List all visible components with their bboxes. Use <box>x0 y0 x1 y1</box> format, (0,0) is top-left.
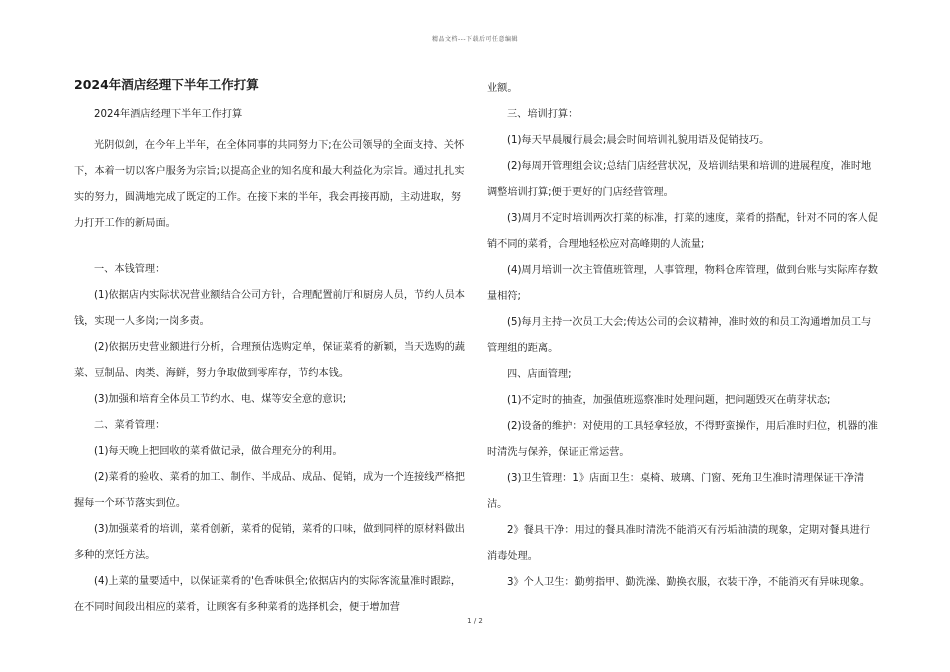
paragraph-cost-1: (1)依据店内实际状况营业额结合公司方针，合理配置前厅和厨房人员，节约人员本钱，实现一人多岗;一岗多责。 <box>74 290 465 327</box>
paragraph-training-3: (3)周月不定时培训两次打菜的标准，打菜的速度，菜肴的搭配，针对不同的客人促销不同的菜肴，合理地轻松应对高峰期的人流量; <box>487 213 878 250</box>
document-title: 2024年酒店经理下半年工作打算 <box>74 77 259 92</box>
intro-paragraph: 光阴似剑，在今年上半年，在全体同事的共同努力下;在公司领导的全面支持、关怀下，本着一切以客户服务为宗旨;以提高企业的知名度和最大利益化为宗旨。通过扎扎实实的努力，圆满地完成了既定的工作。在接下来的半年，我会再接再励，主动进取，努力打开工作的新局面。 <box>74 140 465 229</box>
section-heading-training: 三、培训打算： <box>507 109 579 120</box>
left-column <box>74 76 466 621</box>
paragraph-store-2: (2)设备的维护：对使用的工具轻拿轻放，不得野蛮操作，用后准时归位，机器的准时清洗与保养，保证正常运营。 <box>487 421 878 458</box>
paragraph-store-5: 3》个人卫生：勤剪指甲、勤洗澡、勤换衣服，衣装干净，不能消灭有异味现象。 <box>507 577 871 588</box>
paragraph-training-5: (5)每月主持一次员工大会;传达公司的会议精神，准时效的和员工沟通增加员工与管理组的距离。 <box>487 317 872 354</box>
right-column <box>487 76 879 596</box>
section-heading-dishes: 二、菜肴管理： <box>94 420 166 431</box>
paragraph-store-4: 2》餐具干净：用过的餐具准时清洗不能消灭有污垢油渍的现象，定期对餐具进行消毒处理。 <box>487 525 871 562</box>
paragraph-training-1: (1)每天早晨履行晨会;晨会时间培训礼貌用语及促销技巧。 <box>507 135 770 146</box>
paragraph-training-4: (4)周月培训一次主管值班管理，人事管理，物料仓库管理，做到台账与实际库存数量相符; <box>487 265 878 302</box>
paragraph-dishes-1: (1)每天晚上把回收的菜肴做记录，做合理充分的利用。 <box>94 446 343 457</box>
paragraph-cost-2: (2)依据历史营业额进行分析，合理预估选购定单，保证菜肴的新颖，当天选购的蔬菜、豆制品、肉类、海鲜，努力争取做到零库存，节约本钱。 <box>74 342 465 379</box>
section-heading-store: 四、店面管理; <box>507 369 572 380</box>
paragraph-dishes-2: (2)菜肴的验收、菜肴的加工、制作、半成品、成品、促销，成为一个连接线严格把握每一个环节落实到位。 <box>74 472 465 509</box>
paragraph-dishes-4: (4)上菜的量要适中，以保证菜肴的'色香味俱全;依据店内的实际客流量准时跟踪，在不同时间段出相应的菜肴，让顾客有多种菜肴的选择机会，便于增加营 <box>74 576 462 613</box>
document-subtitle: 2024年酒店经理下半年工作打算 <box>94 109 243 120</box>
paragraph-continuation: 业额。 <box>487 83 518 94</box>
header-note: 精品文档---下载后可任意编辑 <box>432 36 518 43</box>
paragraph-cost-3: (3)加强和培育全体员工节约水、电、煤等安全意的意识; <box>94 394 347 405</box>
paragraph-training-2: (2)每周开管理组会议;总结门店经营状况，及培训结果和培训的进展程度，准时地调整培训打算;便于更好的门店经营管理。 <box>487 161 872 198</box>
page-number: 1 / 2 <box>467 617 483 625</box>
section-heading-cost: 一、本钱管理： <box>94 264 166 275</box>
paragraph-dishes-3: (3)加强菜肴的培训，菜肴创新，菜肴的促销，菜肴的口味，做到同样的原材料做出多种的烹饪方法。 <box>74 524 465 561</box>
paragraph-store-1: (1)不定时的抽查，加强值班巡察准时处理问题，把问题毁灭在萌芽状态; <box>507 395 831 406</box>
paragraph-store-3: (3)卫生管理：1》店面卫生：桌椅、玻璃、门窗、死角卫生准时清理保证干净清洁。 <box>487 473 865 510</box>
